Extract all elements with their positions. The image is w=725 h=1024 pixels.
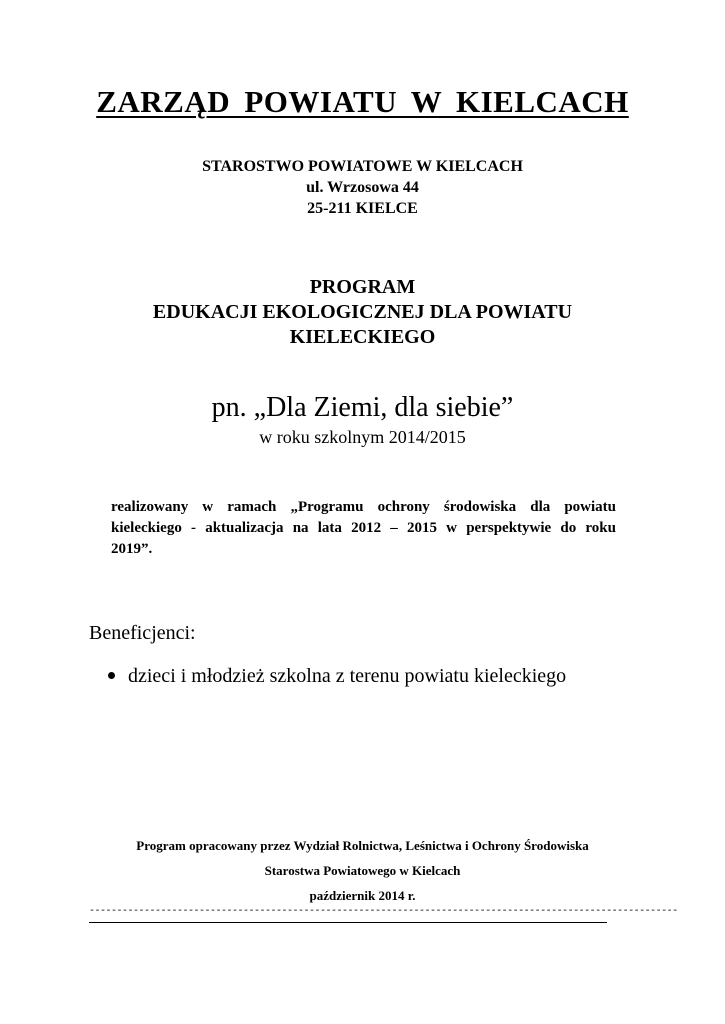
footer (0, 833, 725, 908)
implementation-note (111, 497, 616, 560)
program-name: pn. „Dla Ziemi, dla siebie” (211, 392, 514, 423)
implementation-line2: kieleckiego - aktualizacja na lata 2012 – 2015 w perspektywie do roku (111, 520, 616, 536)
beneficiary-list-item (108, 663, 566, 689)
office-street: ul. Wrzosowa 44 (306, 179, 419, 196)
footer-prepared-by: Program opracowany przez Wydział Rolnictwa, Leśnictwa i Ochrony Środowiska (136, 838, 589, 853)
office-address (0, 156, 725, 219)
office-postal-city: 25-211 KIELCE (307, 200, 418, 217)
dashed-separator: ----------------------------------------------------------------------------------------------------------- (89, 906, 678, 917)
program-heading-line2: EDUKACJI EKOLOGICZNEJ DLA POWIATU (152, 301, 573, 323)
school-year: w roku szkolnym 2014/2015 (259, 427, 466, 447)
program-heading (0, 275, 725, 350)
footer-office: Starostwa Powiatowego w Kielcach (264, 863, 461, 878)
program-heading-line1: PROGRAM (309, 276, 416, 298)
implementation-line3: 2019”. (111, 541, 153, 557)
office-name: STAROSTWO POWIATOWE W KIELCACH (202, 158, 523, 175)
separator-rule (89, 922, 607, 923)
footer-date: październik 2014 r. (309, 888, 416, 903)
title-text: ZARZĄD POWIATU W KIELCACH (96, 84, 629, 119)
document-title (0, 84, 725, 120)
program-heading-line3: KIELECKIEGO (289, 326, 436, 348)
implementation-line1: realizowany w ramach „Programu ochrony środowiska dla powiatu (111, 499, 616, 515)
beneficiary-text: dzieci i młodzież szkolna z terenu powiatu kieleckiego (128, 665, 567, 687)
beneficiaries-label: Beneficjenci: (89, 622, 196, 644)
bullet-icon (108, 672, 115, 679)
